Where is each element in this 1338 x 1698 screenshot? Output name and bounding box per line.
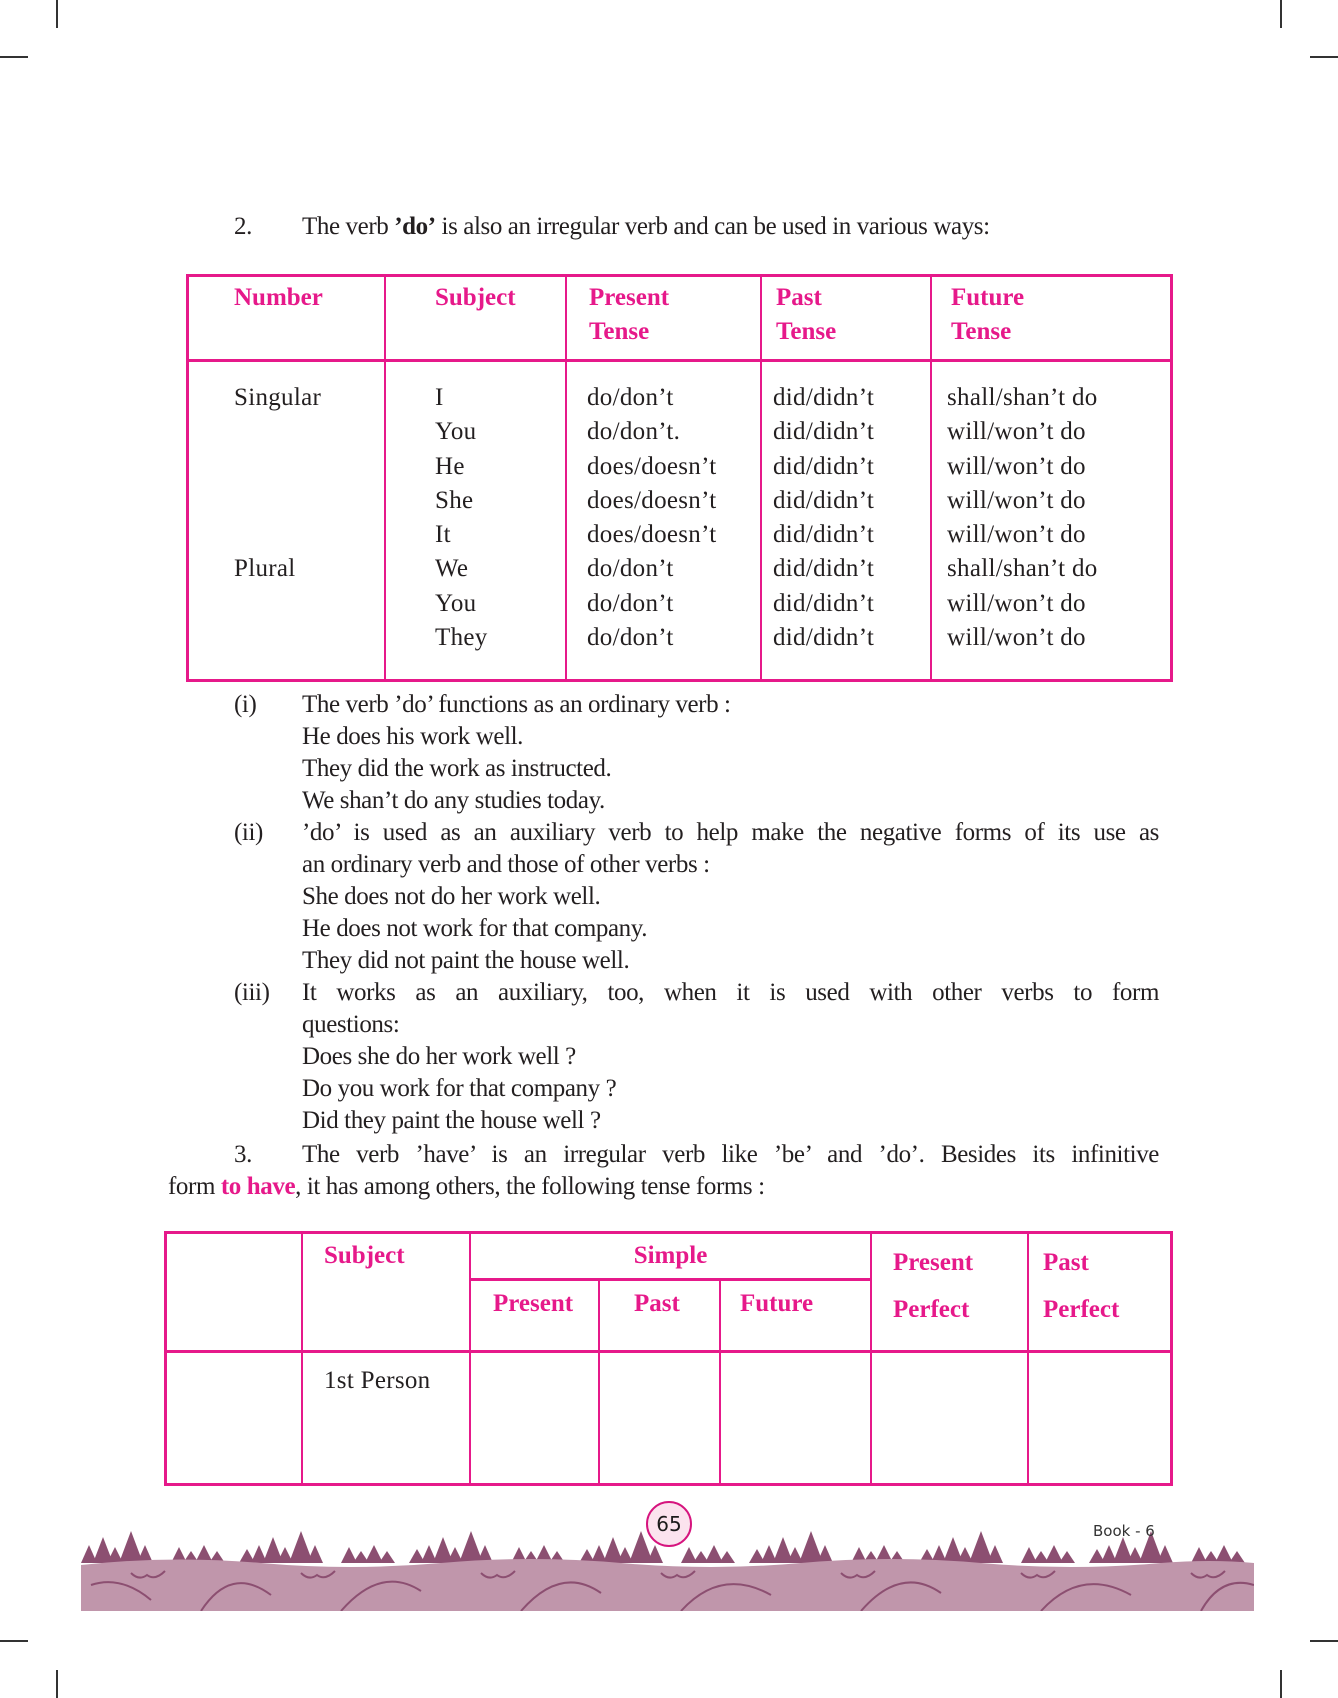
header-future-tense <box>951 281 1024 349</box>
future-cell: will/won’t do <box>947 624 1086 652</box>
line2-before: form <box>168 1173 221 1200</box>
point-marker: (i) <box>234 691 257 718</box>
past-cell: did/didn’t <box>773 452 875 480</box>
number-cell <box>234 621 321 655</box>
subheader-present: Present <box>493 1290 574 1317</box>
header-future-line2: Tense <box>951 318 1012 345</box>
header-present-line2: Tense <box>589 318 650 345</box>
present-cell: do/don’t <box>587 624 674 652</box>
future-cell: will/won’t do <box>947 589 1086 617</box>
intro-keyword-do: ’do’ <box>394 213 436 240</box>
past-cell: did/didn’t <box>773 521 875 549</box>
header-past-perfect-line1: Past <box>1043 1249 1089 1276</box>
subject-cell: She <box>435 486 474 514</box>
point-marker: (iii) <box>234 979 270 1006</box>
column-divider <box>598 1279 600 1486</box>
header-present-line1: Present <box>589 284 670 311</box>
past-cell: did/didn’t <box>773 624 875 652</box>
future-cell: shall/shan’t do <box>947 555 1098 583</box>
subject-cell: They <box>435 624 488 652</box>
intro-text-after: is also an irregular verb and can be used in various ways: <box>435 213 990 240</box>
subject-cell: We <box>435 555 469 583</box>
header-present-perfect-line1: Present <box>893 1249 974 1276</box>
crop-mark-bottom-left-h <box>0 1640 28 1642</box>
column-divider <box>384 274 386 682</box>
section-number: 3. <box>234 1141 252 1168</box>
section-number: 2. <box>234 213 252 240</box>
header-subject: Subject <box>435 284 516 311</box>
header-future-line1: Future <box>951 284 1025 311</box>
present-cell: does/doesn’t <box>587 452 717 480</box>
number-cell: Plural <box>234 555 296 583</box>
past-column <box>773 381 874 655</box>
present-cell: do/don’t. <box>587 418 681 446</box>
example-sentence: She does not do her work well. <box>302 883 601 910</box>
past-cell: did/didn’t <box>773 418 875 446</box>
crop-mark-top-right-h <box>1310 56 1338 58</box>
row-subject-1st-person: 1st Person <box>324 1367 431 1394</box>
point-marker: (ii) <box>234 819 263 846</box>
number-cell <box>234 415 321 449</box>
subject-cell: You <box>435 589 477 617</box>
subject-cell: I <box>435 384 444 411</box>
column-divider <box>760 274 762 682</box>
header-divider <box>186 359 1173 362</box>
subject-column <box>435 381 488 655</box>
book-label: Book - 6 <box>1093 1522 1155 1540</box>
crop-mark-bottom-right-h <box>1310 1640 1338 1642</box>
intro-text-before: The verb <box>302 213 395 240</box>
section-3-line2 <box>168 1171 765 1203</box>
past-cell: did/didn’t <box>773 589 875 617</box>
header-simple: Simple <box>633 1242 708 1269</box>
crop-mark-bottom-right-v <box>1280 1670 1282 1698</box>
section-intro <box>302 211 990 243</box>
column-divider <box>719 1279 721 1486</box>
present-cell: do/don’t <box>587 384 674 411</box>
future-cell: will/won’t do <box>947 521 1086 549</box>
header-subject: Subject <box>324 1242 405 1269</box>
column-divider <box>565 274 567 682</box>
example-question: Does she do her work well ? <box>302 1043 576 1070</box>
header-past-perfect-line2: Perfect <box>1043 1296 1120 1323</box>
crop-mark-top-left-h <box>0 56 28 58</box>
subject-cell: He <box>435 452 465 480</box>
subject-cell: It <box>435 521 451 549</box>
header-number: Number <box>234 284 323 311</box>
past-cell: did/didn’t <box>773 486 875 514</box>
future-column <box>947 381 1098 655</box>
subheader-past: Past <box>634 1290 680 1317</box>
future-cell: will/won’t do <box>947 486 1086 514</box>
subject-cell: You <box>435 418 477 446</box>
example-sentence: We shan’t do any studies today. <box>302 787 605 814</box>
column-divider <box>301 1231 303 1486</box>
header-present-tense <box>589 281 669 349</box>
future-cell: will/won’t do <box>947 452 1086 480</box>
future-cell: will/won’t do <box>947 418 1086 446</box>
column-divider <box>930 274 932 682</box>
header-past-tense <box>776 281 836 349</box>
number-cell <box>234 484 321 518</box>
point-line: The verb ’do’ functions as an ordinary verb : <box>302 691 731 718</box>
point-line: questions: <box>302 1011 400 1038</box>
crop-mark-top-right-v <box>1280 0 1282 28</box>
header-past-perfect <box>1043 1239 1119 1333</box>
number-cell <box>234 587 321 621</box>
number-cell <box>234 450 321 484</box>
header-present-perfect-line2: Perfect <box>893 1296 970 1323</box>
header-past-line1: Past <box>776 284 822 311</box>
crop-mark-bottom-left-v <box>56 1670 58 1698</box>
crop-mark-top-left-v <box>56 0 58 28</box>
point-line: It works as an auxiliary, too, when it is used with other verbs to form <box>302 979 1159 1006</box>
present-cell: does/doesn’t <box>587 486 717 514</box>
simple-subheader-divider <box>469 1278 872 1281</box>
present-cell: do/don’t <box>587 555 674 583</box>
example-question: Did they paint the house well ? <box>302 1107 601 1134</box>
number-column <box>234 381 321 655</box>
header-present-perfect <box>893 1239 973 1333</box>
page-number-badge: 65 <box>646 1501 692 1547</box>
line2-after: , it has among others, the following tense forms : <box>295 1173 765 1200</box>
past-cell: did/didn’t <box>773 384 875 411</box>
future-cell: shall/shan’t do <box>947 384 1098 411</box>
present-cell: do/don’t <box>587 589 674 617</box>
number-cell <box>234 518 321 552</box>
subheader-future: Future <box>740 1290 814 1317</box>
past-cell: did/didn’t <box>773 555 875 583</box>
example-question: Do you work for that company ? <box>302 1075 617 1102</box>
header-divider <box>164 1350 1173 1353</box>
point-line: ’do’ is used as an auxiliary verb to help make the negative forms of its use as <box>302 819 1159 846</box>
header-past-line2: Tense <box>776 318 837 345</box>
section-3-line1: The verb ’have’ is an irregular verb like ’be’ and ’do’. Besides its infinitive <box>302 1141 1159 1168</box>
present-cell: does/doesn’t <box>587 521 717 549</box>
present-column <box>587 381 717 655</box>
example-sentence: He does not work for that company. <box>302 915 648 942</box>
point-line: an ordinary verb and those of other verbs : <box>302 851 710 878</box>
column-divider <box>1027 1231 1029 1486</box>
example-sentence: He does his work well. <box>302 723 524 750</box>
highlight-to-have: to have <box>220 1173 296 1200</box>
example-sentence: They did not paint the house well. <box>302 947 630 974</box>
number-cell: Singular <box>234 384 322 411</box>
example-sentence: They did the work as instructed. <box>302 755 612 782</box>
